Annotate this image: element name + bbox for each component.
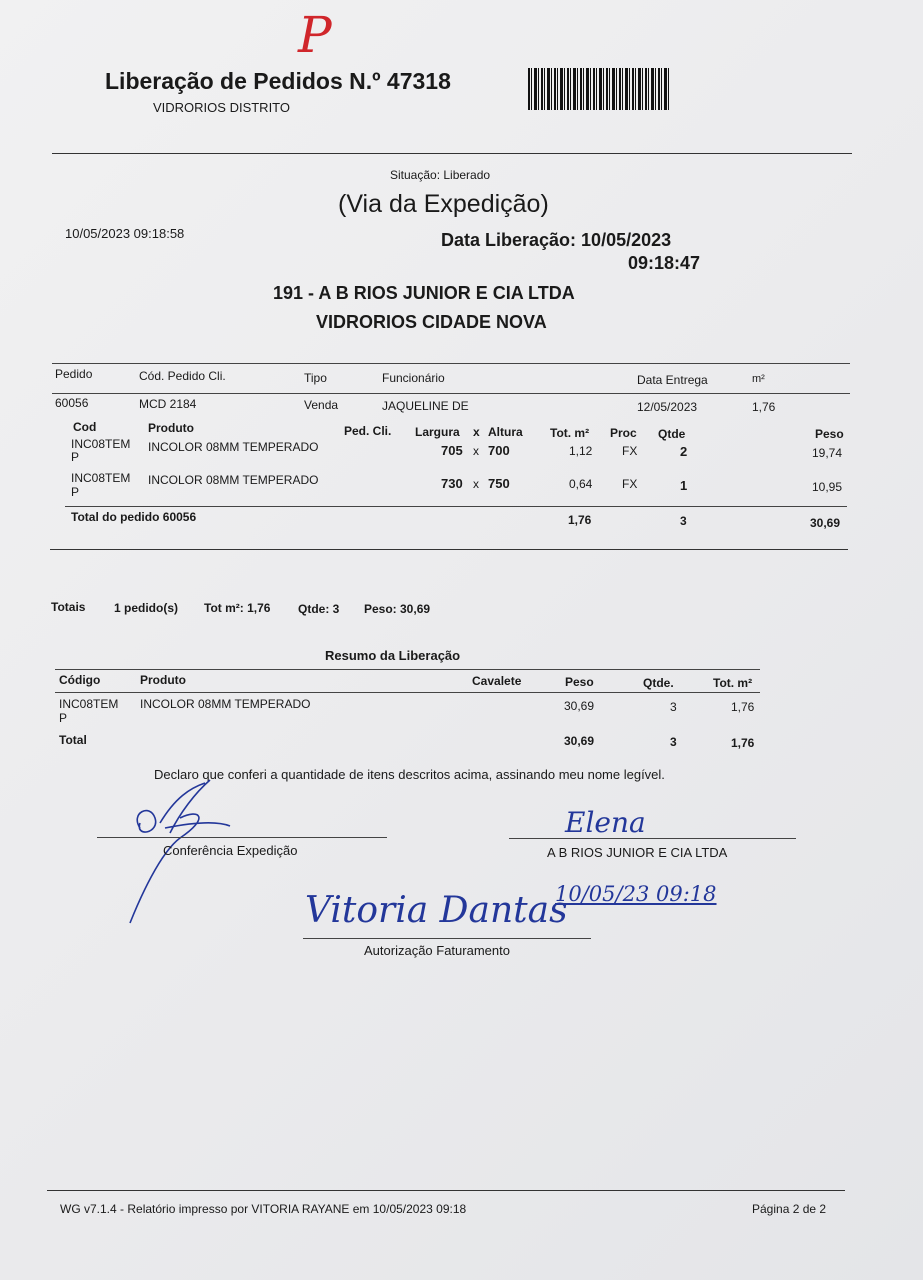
- item-col-tot-m2: Tot. m²: [550, 426, 590, 440]
- col-m2: m²: [752, 373, 765, 385]
- item-x: x: [473, 477, 479, 491]
- sum-col-tot-m2: Tot. m²: [713, 676, 753, 690]
- item-col-altura: Altura: [488, 425, 523, 439]
- client-line: [509, 838, 796, 839]
- document-title: Liberação de Pedidos N.º 47318: [105, 68, 451, 94]
- totals-label: Totais: [51, 600, 86, 614]
- item-tot-m2: 1,12: [569, 444, 593, 458]
- col-pedido: Pedido: [55, 367, 93, 381]
- items-total-divider: [65, 506, 847, 507]
- item-col-produto: Produto: [148, 421, 194, 435]
- client-signature: Elena: [565, 806, 646, 839]
- sum-row-cod: INC08TEM: [59, 697, 119, 711]
- item-col-largura: Largura: [415, 425, 460, 439]
- sum-row-tot-m2: 1,76: [731, 700, 755, 714]
- item-tot-m2: 0,64: [569, 477, 593, 491]
- declaration-text: Declaro que conferi a quantidade de itens descritos acima, assinando meu nome legível.: [154, 767, 665, 782]
- client-store: VIDRORIOS CIDADE NOVA: [316, 312, 547, 332]
- item-x: x: [473, 444, 479, 458]
- conferencia-label: Conferência Expedição: [163, 843, 298, 858]
- item-peso: 10,95: [812, 480, 843, 494]
- col-funcionario: Funcionário: [382, 371, 445, 385]
- item-col-peso: Peso: [815, 427, 844, 441]
- row-data-entrega: 12/05/2023: [637, 400, 698, 414]
- row-m2: 1,76: [752, 400, 776, 414]
- summary-header-divider: [55, 692, 760, 693]
- item-largura: 730: [441, 476, 463, 491]
- item-col-qtde: Qtde: [658, 427, 686, 441]
- item-proc: FX: [622, 477, 638, 491]
- row-tipo: Venda: [304, 398, 339, 412]
- row-pedido: 60056: [55, 396, 89, 410]
- sum-row-cod-cont: P: [59, 711, 68, 725]
- client-name: 191 - A B RIOS JUNIOR E CIA LTDA: [273, 283, 575, 303]
- item-qtde: 1: [680, 478, 688, 493]
- conferencia-line: [97, 837, 387, 838]
- order-total-qtde: 3: [680, 514, 687, 528]
- order-header-divider: [52, 393, 850, 394]
- sum-total-label: Total: [59, 733, 87, 747]
- row-cod-cli: MCD 2184: [139, 397, 197, 411]
- handwritten-mark: P: [298, 6, 332, 64]
- sum-row-qtde: 3: [670, 700, 677, 714]
- order-total-peso: 30,69: [810, 516, 841, 530]
- footer-print-info: WG v7.1.4 - Relatório impresso por VITORIA RAYANE em 10/05/2023 09:18: [60, 1202, 467, 1216]
- sum-col-produto: Produto: [140, 673, 186, 687]
- sum-total-qtde: 3: [670, 735, 677, 749]
- col-tipo: Tipo: [304, 371, 327, 385]
- item-altura: 700: [488, 443, 510, 458]
- sum-col-cavalete: Cavalete: [472, 674, 522, 688]
- sum-col-codigo: Código: [59, 673, 101, 687]
- item-qtde: 2: [680, 444, 688, 459]
- item-cod: INC08TEM: [71, 471, 131, 485]
- item-proc: FX: [622, 444, 638, 458]
- client-signature-label: A B RIOS JUNIOR E CIA LTDA: [547, 845, 728, 860]
- release-time: 09:18:47: [628, 253, 701, 273]
- item-largura: 705: [441, 443, 463, 458]
- autorizacao-signature: Vitoria Dantas: [305, 890, 568, 931]
- col-cod-cli: Cód. Pedido Cli.: [139, 369, 226, 383]
- order-table-top: [52, 363, 850, 364]
- sum-total-peso: 30,69: [564, 734, 595, 748]
- sum-col-peso: Peso: [565, 675, 594, 689]
- autorizacao-label: Autorização Faturamento: [364, 943, 510, 958]
- totals-m2: Tot m²: 1,76: [204, 601, 271, 615]
- handwritten-datetime: 10/05/23 09:18: [555, 882, 717, 906]
- summary-top: [55, 669, 760, 670]
- summary-title: Resumo da Liberação: [325, 648, 461, 663]
- totals-qtde: Qtde: 3: [298, 602, 340, 616]
- order-total-label: Total do pedido 60056: [71, 510, 197, 524]
- item-produto: INCOLOR 08MM TEMPERADO: [148, 473, 319, 487]
- item-cod-cont: P: [71, 450, 80, 464]
- item-cod-cont: P: [71, 485, 80, 499]
- footer-divider: [47, 1190, 845, 1191]
- item-produto: INCOLOR 08MM TEMPERADO: [148, 440, 319, 454]
- header-divider: [52, 153, 852, 154]
- sum-total-tot-m2: 1,76: [731, 736, 755, 750]
- item-col-cod: Cod: [73, 420, 97, 434]
- totals-pedidos: 1 pedido(s): [114, 601, 179, 615]
- release-date: Data Liberação: 10/05/2023: [441, 230, 672, 250]
- via-title: (Via da Expedição): [338, 190, 549, 218]
- sum-row-peso: 30,69: [564, 699, 595, 713]
- barcode: [528, 68, 670, 110]
- page-number: Página 2 de 2: [752, 1202, 827, 1216]
- item-col-ped-cli: Ped. Cli.: [344, 424, 392, 438]
- item-altura: 750: [488, 476, 510, 491]
- item-cod: INC08TEM: [71, 437, 131, 451]
- autorizacao-line: [303, 938, 591, 939]
- order-table-bottom: [50, 549, 848, 550]
- item-peso: 19,74: [812, 446, 843, 460]
- col-data-entrega: Data Entrega: [637, 373, 708, 387]
- company-name: VIDRORIOS DISTRITO: [153, 100, 290, 115]
- totals-peso: Peso: 30,69: [364, 602, 431, 616]
- item-col-x: x: [473, 425, 480, 439]
- order-total-m2: 1,76: [568, 513, 592, 527]
- row-funcionario: JAQUELINE DE: [382, 399, 469, 413]
- status-text: Situação: Liberado: [390, 168, 491, 182]
- item-col-proc: Proc: [610, 426, 637, 440]
- sum-row-produto: INCOLOR 08MM TEMPERADO: [140, 697, 311, 711]
- print-datetime: 10/05/2023 09:18:58: [65, 226, 185, 241]
- sum-col-qtde: Qtde.: [643, 676, 674, 690]
